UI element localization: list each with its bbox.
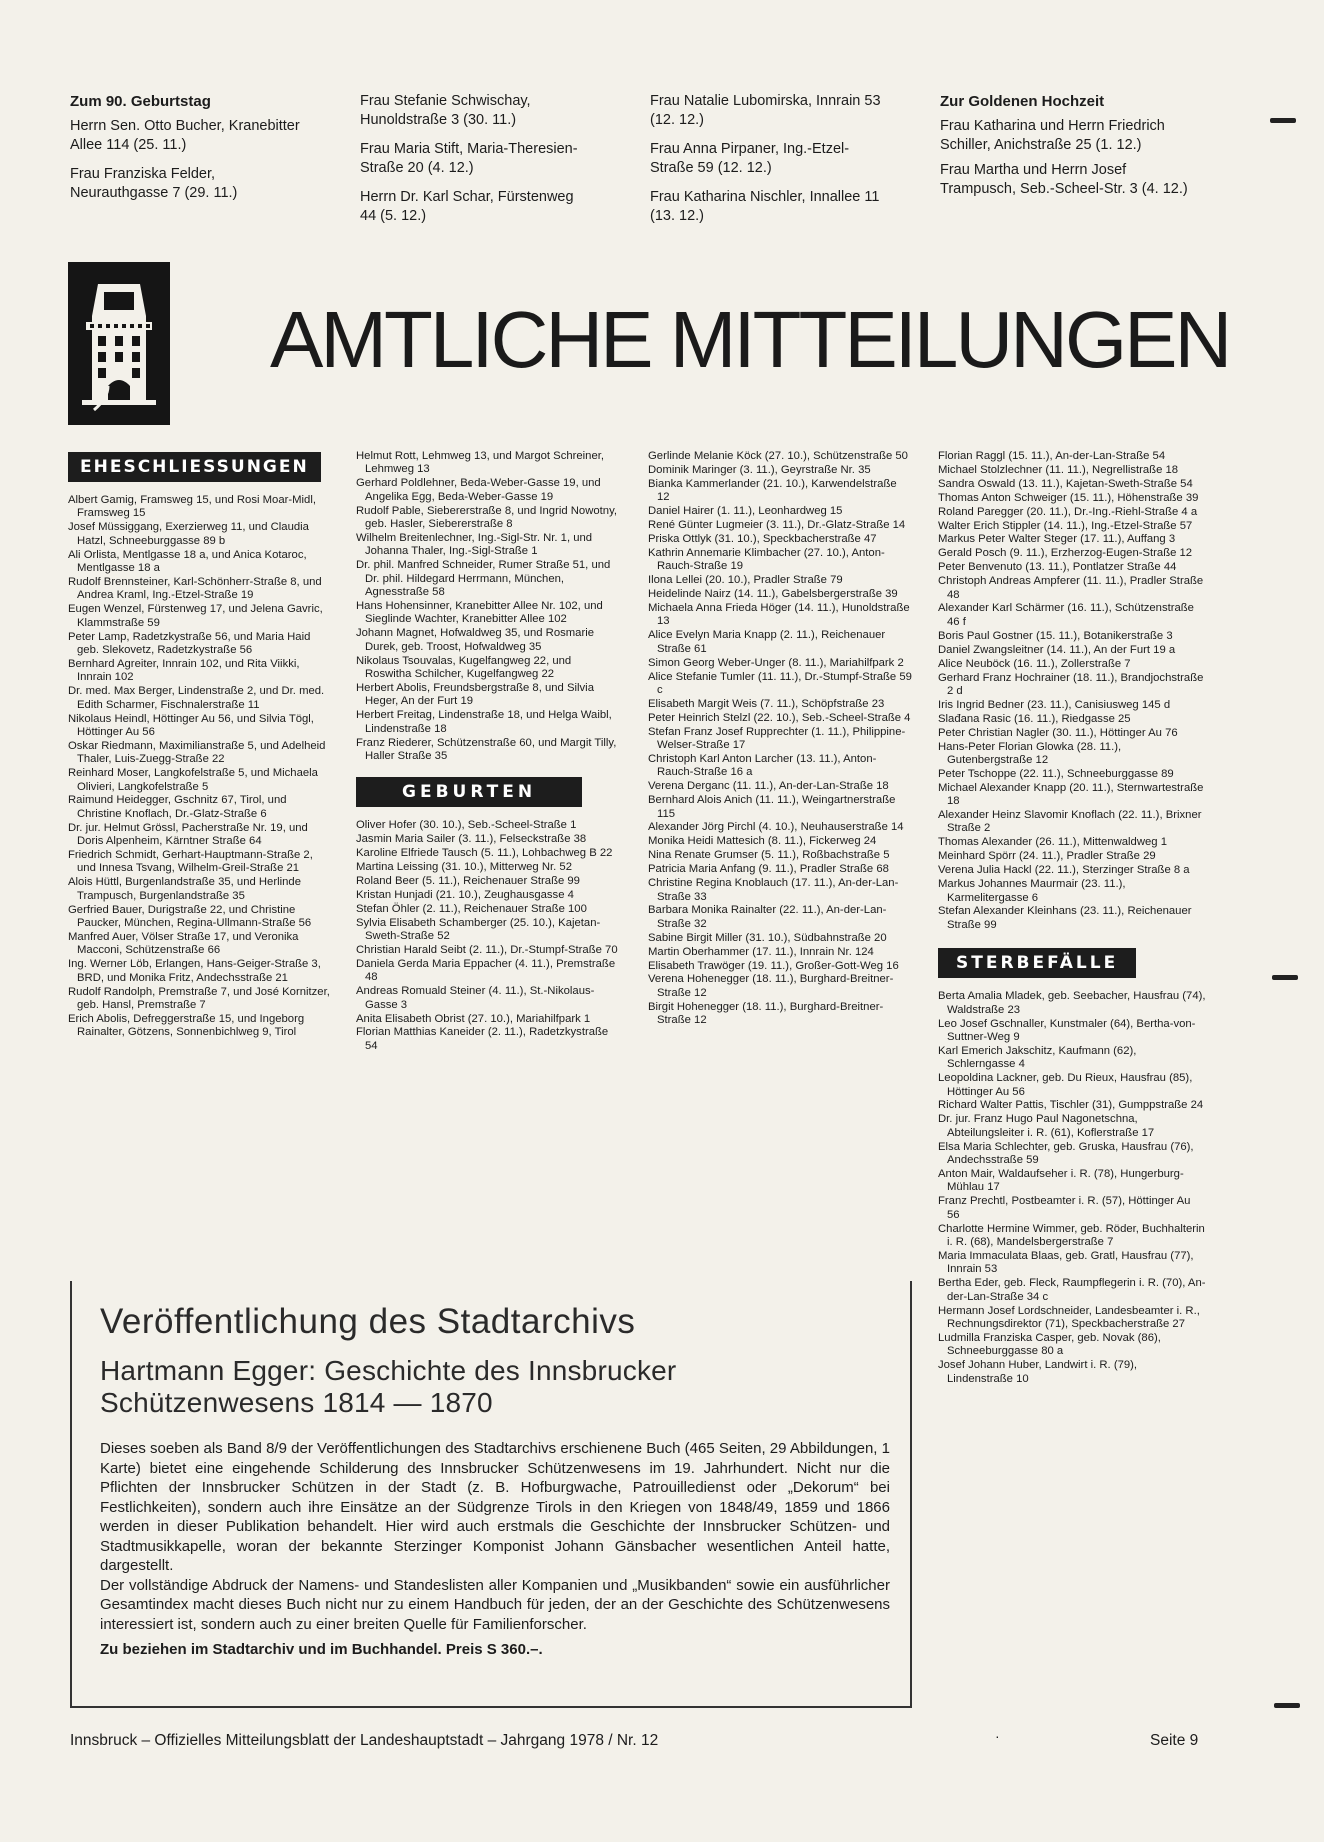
golden-wedding-entry: Frau Martha und Herrn Josef Trampusch, Seb.-Scheel-Str. 3 (4. 12.) — [940, 162, 1188, 197]
birth-entry: Gerhard Franz Hochrainer (18. 11.), Brandjochstraße 2 d — [938, 671, 1204, 697]
birth-entry: Peter Benvenuto (13. 11.), Pontlatzer Straße 44 — [938, 561, 1177, 574]
golden-wedding-column — [940, 92, 1202, 205]
birth-entry: Stefan Alexander Kleinhans (23. 11.), Reichenauer Straße 99 — [938, 905, 1192, 931]
birth-entry: Jasmin Maria Sailer (3. 11.), Felseckstraße 38 — [356, 833, 587, 846]
birth-entry: Bernhard Alois Anich (11. 11.), Weingartnerstraße 115 — [648, 794, 896, 820]
birth-entry: Alice Evelyn Maria Knapp (2. 11.), Reichenauer Straße 61 — [648, 629, 886, 655]
page-number: Seite 9 — [1150, 1732, 1199, 1749]
marriage-entry: Raimund Heidegger, Gschnitz 67, Tirol, und Christine Knoflach, Dr.-Glatz-Straße 6 — [68, 794, 287, 820]
marriage-entry: Albert Gamig, Framsweg 15, und Rosi Moar-Midl, Framsweg 15 — [68, 494, 316, 520]
birth-entry: Markus Peter Walter Steger (17. 11.), Auffang 3 — [938, 533, 1176, 546]
birthday-entry: Frau Stefanie Schwischay, Hunoldstraße 3 (30. 11.) — [360, 93, 531, 128]
marriage-entry: Dr. med. Max Berger, Lindenstraße 2, und Dr. med. Edith Scharmer, Fischnalerstraße 11 — [68, 685, 325, 711]
death-entry: Charlotte Hermine Wimmer, geb. Röder, Buchhalterin i. R. (68), Mandelsbergerstraße 7 — [938, 1222, 1205, 1249]
marriage-entry: Gerhard Poldlehner, Beda-Weber-Gasse 19, und Angelika Egg, Beda-Weber-Gasse 19 — [356, 477, 601, 503]
death-entry: Ludmilla Franziska Casper, geb. Novak (86), Schneeburggasse 80 a — [938, 1331, 1161, 1358]
birth-entry: Martin Oberhammer (17. 11.), Innrain Nr. 124 — [648, 945, 874, 958]
marriage-entry: Alois Hüttl, Burgenlandstraße 35, und Herlinde Trampusch, Burgenlandstraße 35 — [68, 876, 301, 902]
birth-entry: Sabine Birgit Miller (31. 10.), Südbahnstraße 20 — [648, 931, 887, 944]
birth-entry: Thomas Anton Schweiger (15. 11.), Höhenstraße 39 — [938, 491, 1199, 504]
birth-entry: Florian Matthias Kaneider (2. 11.), Radetzkystraße 54 — [356, 1026, 609, 1052]
death-entry: Leopoldina Lackner, geb. Du Rieux, Hausfrau (85), Höttinger Au 56 — [938, 1072, 1193, 1098]
death-entry: Leo Josef Gschnaller, Kunstmaler (64), Bertha-von-Suttner-Weg 9 — [938, 1017, 1196, 1043]
death-entry: Franz Prechtl, Postbeamter i. R. (57), Höttinger Au 56 — [938, 1195, 1191, 1221]
birth-entry: Gerald Posch (9. 11.), Erzherzog-Eugen-Straße 12 — [938, 547, 1193, 560]
birth-entry: Verena Derganc (11. 11.), An-der-Lan-Straße 18 — [648, 780, 889, 793]
birth-entry: Christoph Karl Anton Larcher (13. 11.), Anton-Rauch-Straße 16 a — [648, 752, 877, 779]
birth-entry: Alexander Heinz Slavomir Knoflach (22. 11.), Brixner Straße 2 — [938, 809, 1202, 835]
birth-entry: Anita Elisabeth Obrist (27. 10.), Mariahilfpark 1 — [356, 1012, 591, 1025]
marriage-entry: Nikolaus Heindl, Höttinger Au 56, und Silvia Tögl, Höttinger Au 56 — [68, 712, 314, 738]
birth-entry: Peter Christian Nagler (30. 11.), Höttinger Au 76 — [938, 726, 1178, 739]
birth-entry: Michaela Anna Frieda Höger (14. 11.), Hunoldstraße 13 — [648, 601, 910, 628]
marriage-entry: Rudolf Brennsteiner, Karl-Schönherr-Straße 8, und Andrea Kraml, Ing.-Etzel-Straße 19 — [68, 575, 322, 602]
archive-paragraph: Dieses soeben als Band 8/9 der Veröffentlichungen des Stadtarchivs erschienene Buch (465 Seiten, 29 Abbildungen, 1 Karte) bietet eine eingehende Schilderung des Innsbrucker Schützenwesens im 19. Jahrhundert. Nicht nur die Pflichten der Innsbrucker Schützen in der Stadt (z. B. Hofburgwache, Patrouilledienst oder „Dekorum“ bei Festlichkeiten), sondern auch ihre Einsätze an der Südgrenze Tirols in den Kriegen von 1848/49, 1859 und 1866 werden in dieser Publikation behandelt. Hier wird auch erstmals die Geschichte der Innsbrucker Schützen- und Stadtmusikkapelle, woran der bekannte Sterzinger Komponist Johann Gänsbacher wesentlichen Anteil hatte, dargestellt. — [100, 1440, 890, 1574]
death-entry: Elsa Maria Schlechter, geb. Gruska, Hausfrau (76), Andechsstraße 59 — [938, 1140, 1194, 1167]
marriage-entry: Rudolf Randolph, Premstraße 7, und José Kornitzer, geb. Hansl, Premstraße 7 — [68, 985, 330, 1012]
archive-book-title: Hartmann Egger: Geschichte des Innsbrucker Schützenwesens 1814 — 1870 — [100, 1355, 677, 1418]
marriage-entry: Gerfried Bauer, Durigstraße 22, und Christine Paucker, München, Regina-Ullmann-Straße 56 — [68, 903, 312, 930]
footer-dot: · — [995, 1728, 1000, 1744]
birth-entry: Andreas Romuald Steiner (4. 11.), St.-Nikolaus-Gasse 3 — [356, 985, 595, 1011]
birthday-entry: Frau Franziska Felder, Neurauthgasse 7 (29. 11.) — [70, 166, 238, 201]
births-badge: GEBURTEN — [356, 777, 582, 807]
marriage-entry: Herbert Freitag, Lindenstraße 18, und Helga Waibl, Lindenstraße 18 — [356, 709, 612, 735]
marriage-entry: Hans Hohensinner, Kranebitter Allee Nr. 102, und Sieglinde Wachter, Kranebitter Allee 102 — [356, 599, 603, 626]
birthday-entry: Frau Maria Stift, Maria-Theresien-Straße 20 (4. 12.) — [360, 141, 578, 176]
marriage-entry: Bernhard Agreiter, Innrain 102, und Rita Viikki, Innrain 102 — [68, 657, 300, 684]
birth-entry: Christian Harald Seibt (2. 11.), Dr.-Stumpf-Straße 70 — [356, 944, 618, 956]
death-entry: Hermann Josef Lordschneider, Landesbeamter i. R., Rechnungsdirektor (71), Speckbacherstraße 27 — [938, 1304, 1200, 1330]
marriage-entry: Rudolf Pable, Siebererstraße 8, und Ingrid Nowotny, geb. Hasler, Siebererstraße 8 — [356, 504, 618, 531]
marriages-badge: EHESCHLIESSUNGEN — [68, 452, 321, 482]
birth-entry: Peter Heinrich Stelzl (22. 10.), Seb.-Scheel-Straße 4 — [648, 711, 911, 724]
birth-entry: Thomas Alexander (26. 11.), Mittenwaldweg 1 — [938, 836, 1167, 849]
birth-entry: Verena Hohenegger (18. 11.), Burghard-Breitner-Straße 12 — [648, 973, 894, 999]
death-entry: Dr. jur. Franz Hugo Paul Nagonetschna, Abteilungsleiter i. R. (61), Koflerstraße 17 — [938, 1113, 1155, 1139]
birthday-entry: Frau Anna Pirpaner, Ing.-Etzel-Straße 59 (12. 12.) — [650, 141, 850, 176]
birth-entry: Stefan Franz Josef Rupprechter (1. 11.), Philippine-Welser-Straße 17 — [648, 725, 906, 752]
birth-entry: Verena Julia Hackl (22. 11.), Sterzinger Straße 8 a — [938, 864, 1190, 877]
death-entry: Karl Emerich Jakschitz, Kaufmann (62), Schlerngasse 4 — [938, 1044, 1137, 1071]
birth-entry: Michael Alexander Knapp (20. 11.), Sternwartestraße 18 — [938, 781, 1204, 808]
birth-entry: Slađana Rasic (16. 11.), Riedgasse 25 — [938, 712, 1131, 725]
marriage-entry: Reinhard Moser, Langkofelstraße 5, und Michaela Olivieri, Langkofelstraße 5 — [68, 767, 318, 793]
birth-entry: Patricia Maria Anfang (9. 11.), Pradler Straße 68 — [648, 863, 889, 876]
birth-entry: Oliver Hofer (30. 10.), Seb.-Scheel-Straße 1 — [356, 819, 577, 832]
birth-entry: Birgit Hohenegger (18. 11.), Burghard-Breitner-Straße 12 — [648, 1000, 884, 1027]
marriage-entry: Ing. Werner Löb, Erlangen, Hans-Geiger-Straße 3, BRD, und Monika Fritz, Andechsstraße 21 — [68, 958, 321, 984]
marriage-entry: Franz Riederer, Schützenstraße 60, und Margit Tilly, Haller Straße 35 — [356, 736, 617, 762]
birth-entry: Alexander Karl Schärmer (16. 11.), Schützenstraße 46 f — [938, 602, 1194, 628]
birth-entry: Kristan Hunjadi (21. 10.), Zeughausgasse 4 — [356, 888, 574, 901]
marriage-entry: Herbert Abolis, Freundsbergstraße 8, und Silvia Heger, An der Furt 19 — [356, 681, 594, 708]
birth-entry: Dominik Maringer (3. 11.), Geyrstraße Nr. 35 — [648, 463, 871, 476]
birth-entry: Roland Beer (5. 11.), Reichenauer Straße 99 — [356, 874, 580, 887]
birthday-entry: Frau Natalie Lubomirska, Innrain 53 (12. 12.) — [650, 93, 881, 128]
archive-paragraph: Der vollständige Abdruck der Namens- und Standeslisten aller Kompanien und „Musikbanden“ sowie ein ausführlicher Gesamtindex macht dieses Buch nicht nur zu einem Handbuch für jeden, der an der Geschichte des Schützenwesens interessiert ist, sondern auch zu einer breiten Quelle für Familienforscher. — [100, 1576, 890, 1633]
birth-entry: Barbara Monika Rainalter (22. 11.), An-der-Lan-Straße 32 — [648, 904, 887, 930]
marriages-column-1 — [68, 452, 332, 1040]
death-entry: Josef Johann Huber, Landwirt i. R. (79), Lindenstraße 10 — [938, 1359, 1138, 1385]
birthday-column-2 — [360, 92, 592, 236]
birth-entry: René Günter Lugmeier (3. 11.), Dr.-Glatz-Straße 14 — [648, 519, 906, 532]
page-title: AMTLICHE MITTEILUNGEN — [270, 295, 1230, 384]
birthday-heading: Zum 90. Geburtstag — [70, 93, 211, 110]
birthday-entry: Herrn Dr. Karl Schar, Fürstenweg 44 (5. 12.) — [360, 189, 574, 224]
scan-mark — [1270, 118, 1296, 123]
death-entry: Richard Walter Pattis, Tischler (31), Gumppstraße 24 — [938, 1099, 1204, 1112]
birth-entry: Gerlinde Melanie Köck (27. 10.), Schützenstraße 50 — [648, 450, 908, 462]
birth-entry: Sandra Oswald (13. 11.), Kajetan-Sweth-Straße 54 — [938, 477, 1193, 490]
marriages-births-column-2 — [356, 450, 620, 1054]
birthday-entry: Herrn Sen. Otto Bucher, Kranebitter Allee 114 (25. 11.) — [70, 118, 300, 153]
births-column-3 — [648, 450, 912, 1028]
marriage-entry: Helmut Rott, Lehmweg 13, und Margot Schreiner, Lehmweg 13 — [356, 450, 605, 476]
birth-entry: Bianka Kammerlander (21. 10.), Karwendelstraße 12 — [648, 477, 897, 504]
marriage-entry: Josef Müssiggang, Exerzierweg 11, und Claudia Hatzl, Schneeburggasse 89 b — [68, 521, 309, 547]
golden-wedding-entry: Frau Katharina und Herrn Friedrich Schiller, Anichstraße 25 (1. 12.) — [940, 118, 1165, 153]
marriage-entry: Johann Magnet, Hofwaldweg 35, und Rosmarie Durek, geb. Troost, Hofwaldweg 35 — [356, 627, 595, 653]
marriage-entry: Peter Lamp, Radetzkystraße 56, und Maria Haid geb. Slekovetz, Radetzkystraße 56 — [68, 630, 311, 656]
birth-entry: Karoline Elfriede Tausch (5. 11.), Lohbachweg B 22 — [356, 847, 613, 860]
death-entry: Bertha Eder, geb. Fleck, Raumpflegerin i. R. (70), An-der-Lan-Straße 34 c — [938, 1277, 1206, 1303]
birth-entry: Stefan Öhler (2. 11.), Reichenauer Straße 100 — [356, 902, 587, 915]
birth-entry: Alexander Jörg Pirchl (4. 10.), Neuhauserstraße 14 — [648, 821, 904, 834]
birth-entry: Kathrin Annemarie Klimbacher (27. 10.), Anton-Rauch-Straße 19 — [648, 546, 885, 573]
birthday-column-3 — [650, 92, 882, 236]
marriage-entry: Dr. phil. Manfred Schneider, Rumer Straße 51, und Dr. phil. Hildegard Herrmann, München, Agnesstraße 58 — [356, 559, 611, 599]
golden-wedding-heading: Zur Goldenen Hochzeit — [940, 93, 1105, 110]
marriage-entry: Dr. jur. Helmut Grössl, Pacherstraße Nr. 19, und Doris Alpenheim, Kärntner Straße 64 — [68, 821, 308, 848]
birth-entry: Michael Stolzlechner (11. 11.), Negrellistraße 18 — [938, 463, 1179, 476]
birth-entry: Iris Ingrid Bedner (23. 11.), Canisiusweg 145 d — [938, 698, 1171, 711]
archive-announcement-box — [70, 1281, 912, 1708]
birth-entry: Daniel Hairer (1. 11.), Leonhardweg 15 — [648, 505, 843, 518]
marriage-entry: Manfred Auer, Völser Straße 17, und Veronika Macconi, Schützenstraße 66 — [68, 931, 299, 957]
marriage-entry: Friedrich Schmidt, Gerhart-Hauptmann-Straße 2, und Innesa Tsvang, Wilhelm-Greil-Straße 21 — [68, 849, 313, 875]
birth-entry: Heidelinde Nairz (14. 11.), Gabelsbergerstraße 39 — [648, 588, 898, 601]
birth-entry: Hans-Peter Florian Glowka (28. 11.), Gutenbergstraße 12 — [938, 740, 1122, 766]
birth-entry: Christine Regina Knoblauch (17. 11.), An-der-Lan-Straße 33 — [648, 877, 899, 903]
birth-entry: Florian Raggl (15. 11.), An-der-Lan-Straße 54 — [938, 450, 1166, 462]
scan-mark — [1274, 1703, 1300, 1708]
births-deaths-column-4 — [938, 450, 1206, 1387]
marriage-entry: Ali Orlista, Mentlgasse 18 a, und Anica Kotaroc, Mentlgasse 18 a — [68, 548, 307, 575]
footer-publication: Innsbruck – Offizielles Mitteilungsblatt der Landeshauptstadt – Jahrgang 1978 / Nr. 12 — [70, 1732, 659, 1749]
birth-entry: Nina Renate Grumser (5. 11.), Roßbachstraße 5 — [648, 849, 890, 862]
birth-entry: Monika Heidi Mattesich (8. 11.), Fickerweg 24 — [648, 835, 877, 848]
archive-availability-note: Zu beziehen im Stadtarchiv und im Buchhandel. Preis S 360.–. — [100, 1641, 543, 1658]
birth-entry: Markus Johannes Maurmair (23. 11.), Karmelitergasse 6 — [938, 878, 1126, 904]
death-entry: Berta Amalia Mladek, geb. Seebacher, Hausfrau (74), Waldstraße 23 — [938, 990, 1206, 1016]
marriage-entry: Nikolaus Tsouvalas, Kugelfangweg 22, und Roswitha Schilcher, Kugelfangweg 22 — [356, 654, 572, 680]
birthday-column-1 — [70, 92, 302, 213]
deaths-badge: STERBEFÄLLE — [938, 948, 1136, 978]
marriage-entry: Eugen Wenzel, Fürstenweg 17, und Jelena Gavric, Klammstraße 59 — [68, 603, 323, 629]
birth-entry: Walter Erich Stippler (14. 11.), Ing.-Etzel-Straße 57 — [938, 519, 1193, 532]
birth-entry: Martina Leissing (31. 10.), Mitterweg Nr. 52 — [356, 861, 572, 874]
birth-entry: Simon Georg Weber-Unger (8. 11.), Mariahilfpark 2 — [648, 656, 904, 669]
city-tower-logo — [68, 262, 170, 425]
death-entry: Maria Immaculata Blaas, geb. Gratl, Hausfrau (77), Innrain 53 — [938, 1249, 1194, 1276]
birth-entry: Meinhard Spörr (24. 11.), Pradler Straße 29 — [938, 850, 1156, 863]
birth-entry: Elisabeth Margit Weis (7. 11.), Schöpfstraße 23 — [648, 697, 885, 710]
birth-entry: Ilona Lellei (20. 10.), Pradler Straße 79 — [648, 574, 843, 587]
scan-mark — [1272, 975, 1298, 980]
birth-entry: Alice Stefanie Tumler (11. 11.), Dr.-Stumpf-Straße 59 c — [648, 670, 912, 696]
marriage-entry: Oskar Riedmann, Maximilianstraße 5, und Adelheid Thaler, Luis-Zuegg-Straße 22 — [68, 739, 326, 766]
birth-entry: Peter Tschoppe (22. 11.), Schneeburggasse 89 — [938, 767, 1174, 780]
birth-entry: Sylvia Elisabeth Schamberger (25. 10.), Kajetan-Sweth-Straße 52 — [356, 916, 601, 943]
marriage-entry: Wilhelm Breitenlechner, Ing.-Sigl-Str. Nr. 1, und Johanna Thaler, Ing.-Sigl-Straße 1 — [356, 531, 593, 558]
birthday-entry: Frau Katharina Nischler, Innallee 11 (13. 12.) — [650, 189, 880, 224]
birth-entry: Christoph Andreas Ampferer (11. 11.), Pradler Straße 48 — [938, 575, 1204, 601]
birth-entry: Priska Ottlyk (31. 10.), Speckbacherstraße 47 — [648, 532, 877, 545]
birth-entry: Daniela Gerda Maria Eppacher (4. 11.), Premstraße 48 — [356, 957, 616, 984]
tower-icon — [68, 262, 170, 425]
birth-entry: Daniel Zwangsleitner (14. 11.), An der Furt 19 a — [938, 643, 1176, 656]
marriage-entry: Erich Abolis, Defreggerstraße 15, und Ingeborg Rainalter, Götzens, Sonnenbichlweg 9, Tirol — [68, 1012, 305, 1039]
birth-entry: Elisabeth Trawöger (19. 11.), Großer-Gott-Weg 16 — [648, 959, 899, 972]
birth-entry: Roland Paregger (20. 11.), Dr.-Ing.-Riehl-Straße 4 a — [938, 505, 1198, 518]
archive-heading: Veröffentlichung des Stadtarchivs — [100, 1302, 636, 1341]
death-entry: Anton Mair, Waldaufseher i. R. (78), Hungerburg-Mühlau 17 — [938, 1168, 1184, 1194]
birth-entry: Boris Paul Gostner (15. 11.), Botanikerstraße 3 — [938, 629, 1173, 642]
birth-entry: Alice Neuböck (16. 11.), Zollerstraße 7 — [938, 657, 1131, 670]
